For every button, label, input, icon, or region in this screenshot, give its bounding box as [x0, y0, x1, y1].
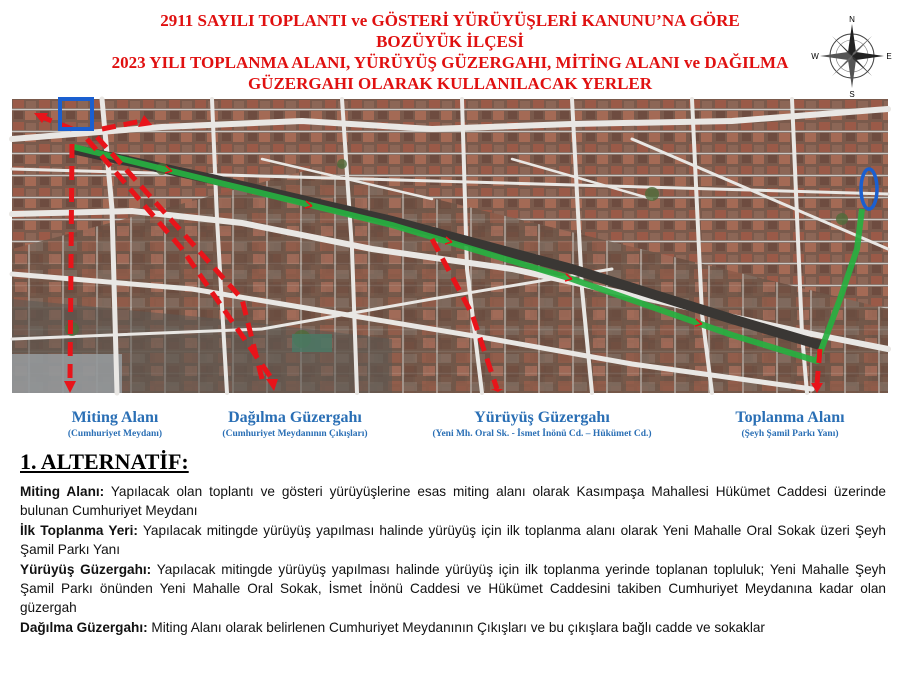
legend-yuruyus-guzergahi: [392, 408, 692, 441]
compass-south-label: S: [849, 90, 855, 99]
item-ilk-toplanma-yeri: [20, 521, 886, 559]
compass-north-label: N: [849, 15, 855, 24]
item-text: Yapılacak olan toplantı ve gösteri yürüyüşlerine esas miting alanı olarak Kasımpaşa Mahallesi Hükümet Caddesi üzerinde bulunan Cumhuriyet Meydanı: [20, 484, 886, 518]
section-title: 1. ALTERNATİF:: [20, 449, 189, 474]
page-header: [60, 10, 840, 94]
item-dagilma-guzergahi: [20, 618, 886, 637]
item-miting-alani: [20, 482, 886, 520]
legend-dagilma-title: Dağılma Güzergahı: [228, 409, 362, 426]
header-title-line-2: BOZÜYÜK İLÇESİ: [376, 32, 524, 51]
legend-miting-title: Miting Alanı: [71, 409, 159, 426]
header-title-line-1: 2911 SAYILI TOPLANTI ve GÖSTERİ YÜRÜYÜŞLERİ KANUNU’NA GÖRE: [160, 11, 740, 30]
item-label: Dağılma Güzergahı:: [20, 620, 148, 635]
legend-toplanma-alani: [700, 408, 880, 441]
header-title-line-4: GÜZERGAHI OLARAK KULLANILACAK YERLER: [247, 74, 653, 93]
legend-miting-subtitle: (Cumhuriyet Meydanı): [67, 429, 163, 439]
item-label: Miting Alanı:: [20, 484, 105, 499]
legend-yuruyus-subtitle: (Yeni Mh. Oral Sk. - İsmet İnönü Cd. – Hükümet Cd.): [432, 429, 652, 439]
item-yuruyus-guzergahi: [20, 560, 886, 617]
legend-toplanma-title: Toplanma Alanı: [735, 409, 845, 426]
legend-toplanma-subtitle: (Şeyh Şamil Parkı Yanı): [741, 429, 839, 439]
item-text: Miting Alanı olarak belirlenen Cumhuriyet Meydanının Çıkışları ve bu çıkışlara bağlı cadde ve sokaklar: [147, 620, 765, 635]
item-text: Yapılacak mitingde yürüyüş yapılması halinde yürüyüş için ilk toplanma alanı olarak Yeni Mahalle Oral Sokak üzeri Şeyh Şamil Parkı Yanı: [20, 523, 886, 557]
item-label: İlk Toplanma Yeri:: [20, 523, 138, 538]
compass-west-label: W: [811, 52, 819, 61]
satellite-map: [12, 99, 888, 393]
compass-east-label: E: [886, 52, 892, 61]
header-title-line-3: 2023 YILI TOPLANMA ALANI, YÜRÜYÜŞ GÜZERGAHI, MİTİNG ALANI ve DAĞILMA: [111, 53, 789, 72]
item-text: Yapılacak mitingde yürüyüş yapılması halinde yürüyüş için ilk toplanma yerinde toplanan topluluk; Yeni Mahalle Şeyh Şamil Parkı önünden Yeni Mahalle Oral Sokak, İsmet İnönü Caddesi ve Hükümet Caddesini takiben Cumhuriyet Meydanına kadar olan güzergah: [20, 562, 886, 615]
legend-dagilma-subtitle: (Cumhuriyet Meydanının Çıkışları): [222, 429, 368, 439]
legend-dagilma-guzergahi: [180, 408, 410, 441]
item-label: Yürüyüş Güzergahı:: [20, 562, 152, 577]
compass-rose-icon: [812, 14, 892, 98]
legend-yuruyus-title: Yürüyüş Güzergahı: [474, 409, 610, 426]
section-body: [20, 482, 886, 638]
map-legend-labels: [0, 408, 900, 448]
